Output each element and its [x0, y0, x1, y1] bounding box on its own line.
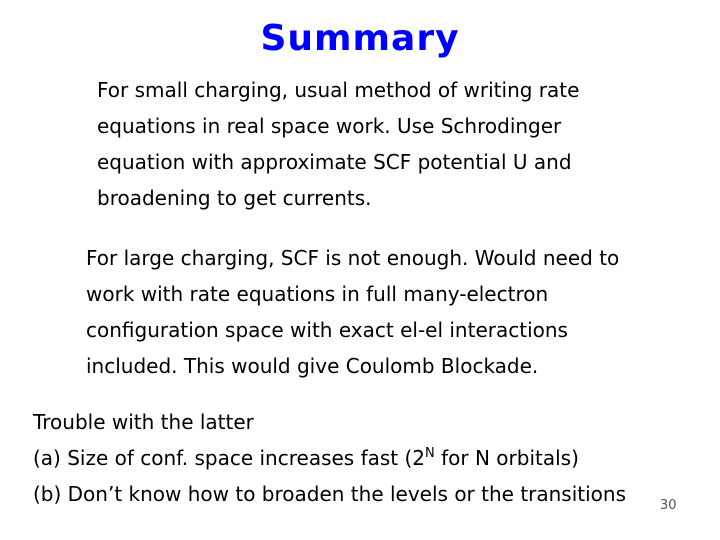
text-line: work with rate equations in full many-electron: [86, 282, 549, 306]
text-line-with-superscript: [33, 440, 626, 476]
slide-title: Summary: [260, 18, 460, 59]
text-line: configuration space with exact el-el interactions: [86, 318, 568, 342]
paragraph-large-charging: [86, 240, 619, 384]
slide-number: 30: [660, 498, 677, 513]
text-line: equation with approximate SCF potential U and: [97, 150, 572, 174]
text-line: (b) Don’t know how to broaden the levels or the transitions: [33, 482, 627, 506]
text-line: equations in real space work. Use Schrodinger: [97, 114, 562, 138]
text-segment: for N orbitals): [434, 446, 579, 470]
paragraph-small-charging: [97, 72, 579, 216]
text-line: For small charging, usual method of writing rate: [97, 78, 580, 102]
text-line: included. This would give Coulomb Blockade.: [86, 354, 539, 378]
text-line: For large charging, SCF is not enough. Would need to: [86, 246, 620, 270]
text-line: broadening to get currents.: [97, 186, 372, 210]
superscript-n: N: [425, 446, 435, 461]
text-line: Trouble with the latter: [33, 410, 254, 434]
text-segment: (a) Size of conf. space increases fast (2: [33, 446, 426, 470]
paragraph-trouble: [33, 404, 626, 512]
